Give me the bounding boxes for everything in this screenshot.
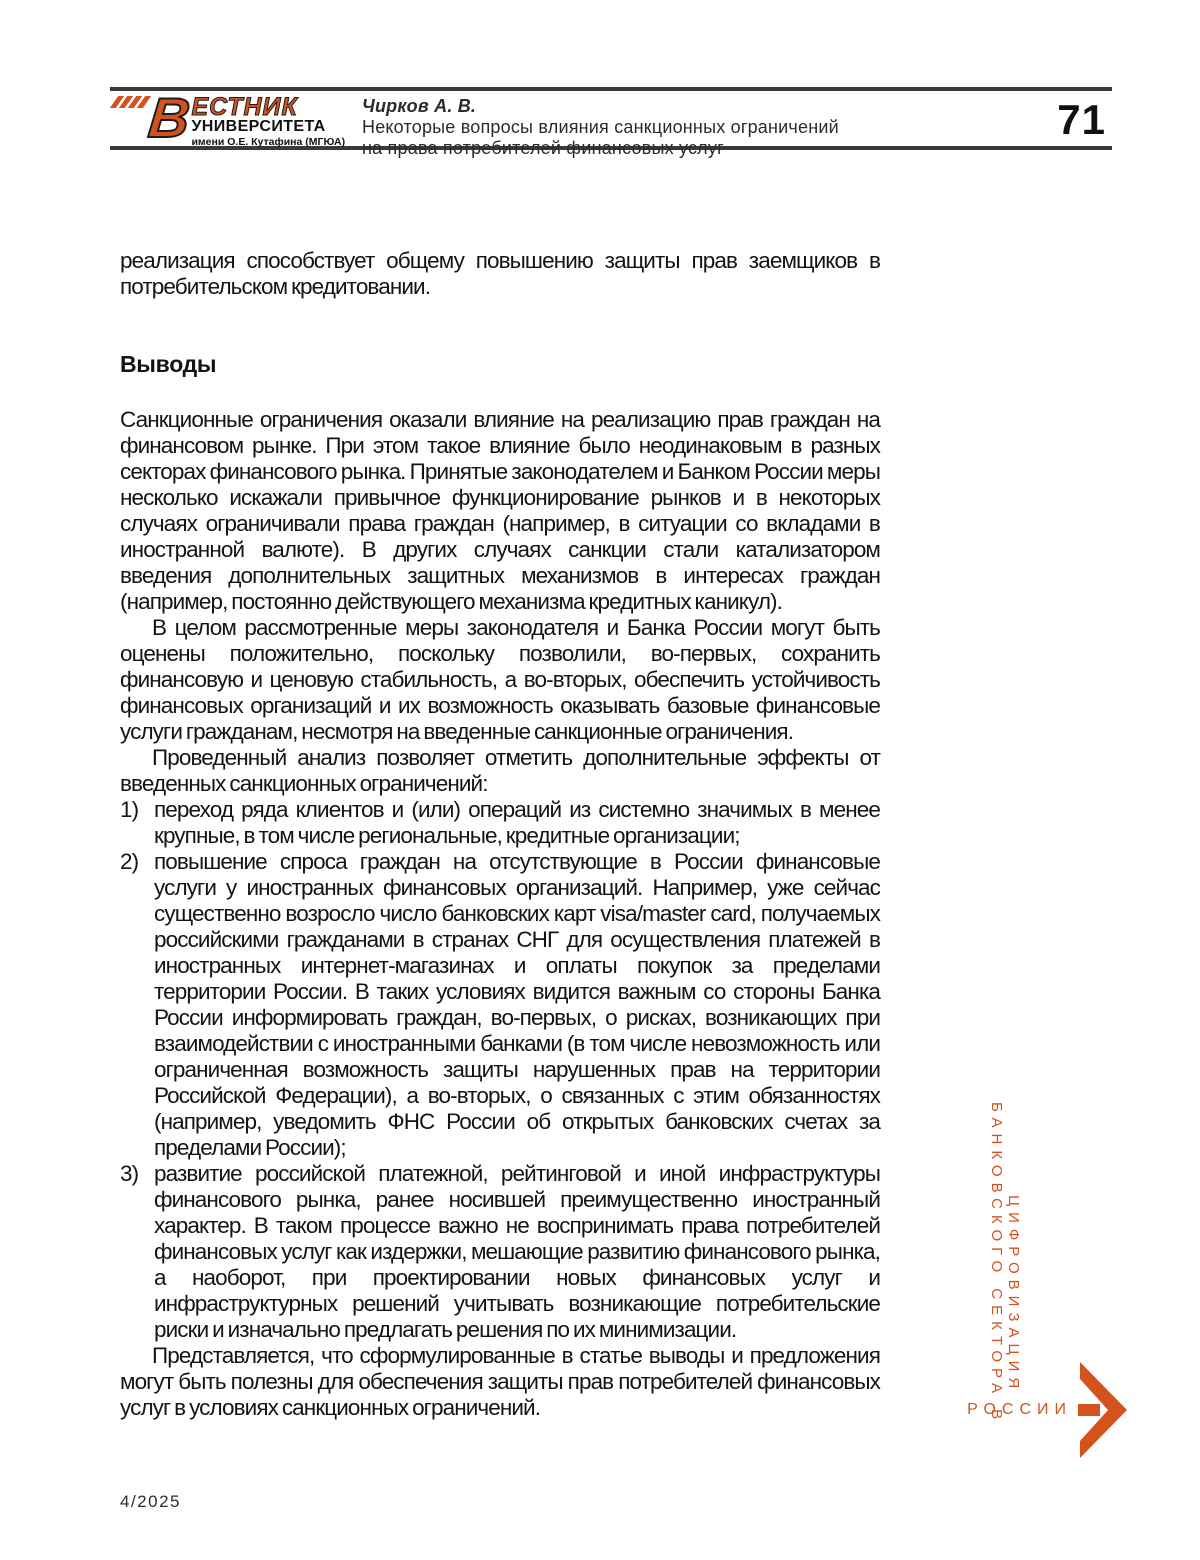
list-item-text: повышение спроса граждан на отсутствующие в России финансовые услуги у иностранных финансовых организаций. Например, уже сейчас существенно возросло число банковских карт visa/master card, получаемых российскими гражданами в странах СНГ для осуществления платежей в иностранных интернет-магазинах и оплаты покупок за пределами территории России. В таких условиях видится важным со стороны Банка России информировать граждан, во-первых, о рисках, возникающих при взаимодействии с иностранными банками (в том числе невозможность или ограниченная возможность защиты нарушенных прав на территории Российской Федерации), а во-вторых, о связанных с этим обязанностях (например, уведомить ФНС России об открытых банковских счетах за пределами России); xyxy=(154,849,880,1160)
rubric-russia-label: РОССИИ xyxy=(967,1401,1072,1418)
logo-text-column xyxy=(191,93,345,148)
logo-kutafin-label: имени О.Е. Кутафина (МГЮА) xyxy=(191,136,346,148)
rubric-line1: ЦИФРОВИЗАЦИЯ xyxy=(1005,1194,1022,1394)
list-item xyxy=(120,849,880,1161)
issue-number: 4/2025 xyxy=(120,1492,181,1511)
list-item xyxy=(120,1161,880,1343)
rubric-bottom-row xyxy=(967,1362,1128,1458)
rubric-line2: БАНКОВСКОГО СЕКТОРА В xyxy=(988,1102,1005,1426)
numbered-list xyxy=(120,797,880,1343)
logo-university-label: УНИВЕРСИТЕТА xyxy=(191,118,326,135)
lead-paragraph: реализация способствует общему повышению защиты прав заемщиков в потребительском кредитовании. xyxy=(120,248,880,299)
page-header xyxy=(110,86,1112,158)
running-head xyxy=(362,96,839,159)
list-item-number: 3) xyxy=(120,1161,139,1186)
page-number: 71 xyxy=(1057,96,1106,143)
list-item-number: 2) xyxy=(120,849,139,874)
logo-tick-marks-icon xyxy=(114,96,147,108)
paragraph: Санкционные ограничения оказали влияние на реализацию прав граждан на финансовом рынке. При этом такое влияние было неодинаковым в разных секторах финансового рынка. Принятые законодателем и Банком России меры несколько искажали привычное функционирование рынков и в некоторых случаях ограничивали права граждан (например, в ситуации со вкладами в иностранной валюте). В других случаях санкции стали катализатором введения дополнительных защитных механизмов в интересах граждан (например, постоянно действующего механизма кредитных каникул). xyxy=(120,407,880,614)
author-name: Чирков А. В. xyxy=(362,96,477,116)
paragraph: В целом рассмотренные меры законодателя и Банка России могут быть оценены положительно, поскольку позволили, во-первых, сохранить финансовую и ценовую стабильность, а во-вторых, обеспечить устойчивость финансовых организаций и их возможность оказывать базовые финансовые услуги гражданам, несмотря на введенные санкционные ограничения. xyxy=(120,615,880,744)
journal-logo xyxy=(114,86,346,149)
article-title-line1: Некоторые вопросы влияния санкционных ограничений xyxy=(362,117,839,137)
list-item xyxy=(120,797,880,849)
closing-paragraph: Представляется, что сформулированные в статье выводы и предложения могут быть полезны для обеспечения защиты прав потребителей финансовых услуг в условиях санкционных ограничений. xyxy=(120,1343,880,1420)
section-rubric-sidebar xyxy=(960,1080,1200,1560)
right-arrow-icon xyxy=(1078,1362,1128,1458)
section-heading: Выводы xyxy=(120,351,217,377)
list-item-number: 1) xyxy=(120,797,139,822)
list-item-text: переход ряда клиентов и (или) операций из системно значимых в менее крупные, в том числе региональные, кредитные организации; xyxy=(154,797,880,848)
logo-vestnik-label: ЕСТНИК xyxy=(191,93,298,121)
article-title-line2: на права потребителей финансовых услуг xyxy=(362,138,724,158)
list-item-text: развитие российской платежной, рейтинговой и иной инфраструктуры финансового рынка, ранее носившей преимущественно иностранный характер. В таком процессе важно не воспринимать права потребителей финансовых услуг как издержки, мешающие развитию финансового рынка, а наоборот, при проектировании новых финансовых услуг и инфраструктурных решений учитывать возникающие потребительские риски и изначально предлагать решения по их минимизации. xyxy=(154,1161,880,1342)
paragraph: Проведенный анализ позволяет отметить дополнительные эффекты от введенных санкционных ограничений: xyxy=(120,745,880,796)
logo-letter-v: В xyxy=(145,86,193,149)
rubric-vertical-title xyxy=(988,1102,1022,1426)
article-body xyxy=(120,248,880,1421)
